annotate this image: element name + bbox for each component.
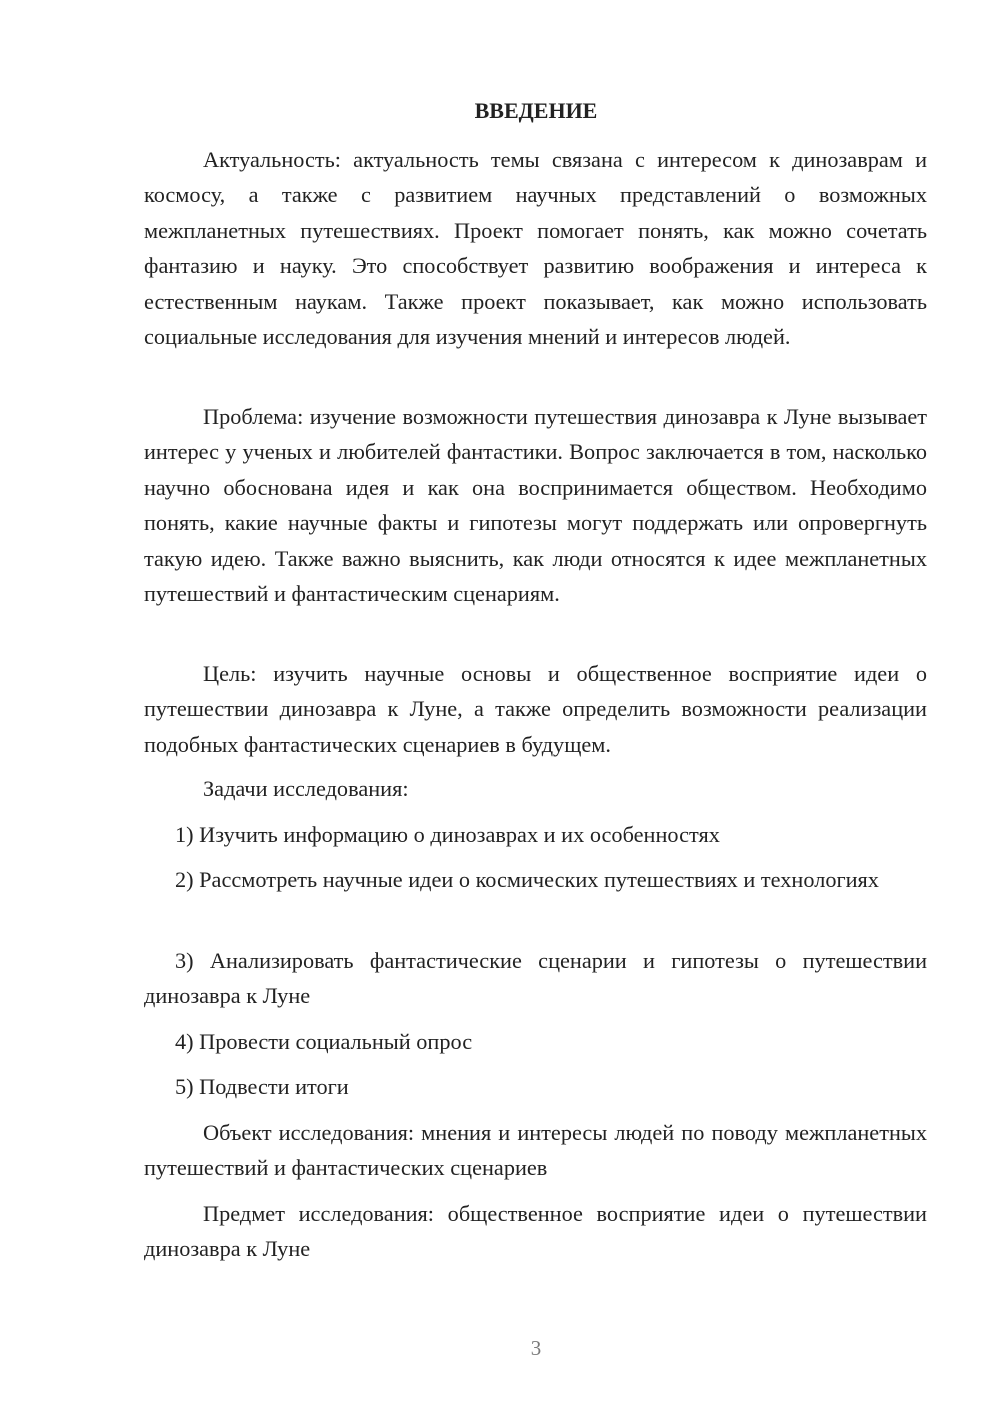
goal-paragraph: Цель: изучить научные основы и общественное восприятие идеи о путешествии динозавра к Луне, а также определить возможности реализации подобных фантастических сценариев в будущем. [144,661,927,757]
problem-paragraph: Проблема: изучение возможности путешествия динозавра к Луне вызывает интерес у ученых и любителей фантастики. Вопрос заключается в том, насколько научно обоснована идея и как она воспринимается обществом. Необходимо понять, какие научные факты и гипотезы могут поддержать или опровергнуть такую идею. Также важно выяснить, как люди относятся к идее межпланетных путешествий и фантастическим сценариям. [144,404,927,607]
tasks-heading: Задачи исследования: [203,776,409,801]
subject-paragraph: Предмет исследования: общественное восприятие идеи о путешествии динозавра к Луне [144,1201,927,1262]
relevance-paragraph: Актуальность: актуальность темы связана с интересом к динозаврам и космосу, а также с развитием научных представлений о возможных межпланетных путешествиях. Проект помогает понять, как можно сочетать фантазию и науку. Это способствует развитию воображения и интереса к естественным наукам. Также проект показывает, как можно использовать социальные исследования для изучения мнений и интересов людей. [144,147,927,350]
page-heading: ВВЕДЕНИЕ [474,98,598,123]
task-item-3: 3) Анализировать фантастические сценарии и гипотезы о путешествии динозавра к Луне [144,948,927,1009]
task-item-4: 4) Провести социальный опрос [175,1029,473,1054]
task-item-2: 2) Рассмотреть научные идеи о космических путешествиях и технологиях [175,867,879,892]
object-paragraph: Объект исследования: мнения и интересы людей по поводу межпланетных путешествий и фантастических сценариев [144,1120,927,1181]
task-item-1: 1) Изучить информацию о динозаврах и их особенностях [175,822,720,847]
task-item-5: 5) Подвести итоги [175,1074,349,1099]
page-number: 3 [530,1336,542,1360]
